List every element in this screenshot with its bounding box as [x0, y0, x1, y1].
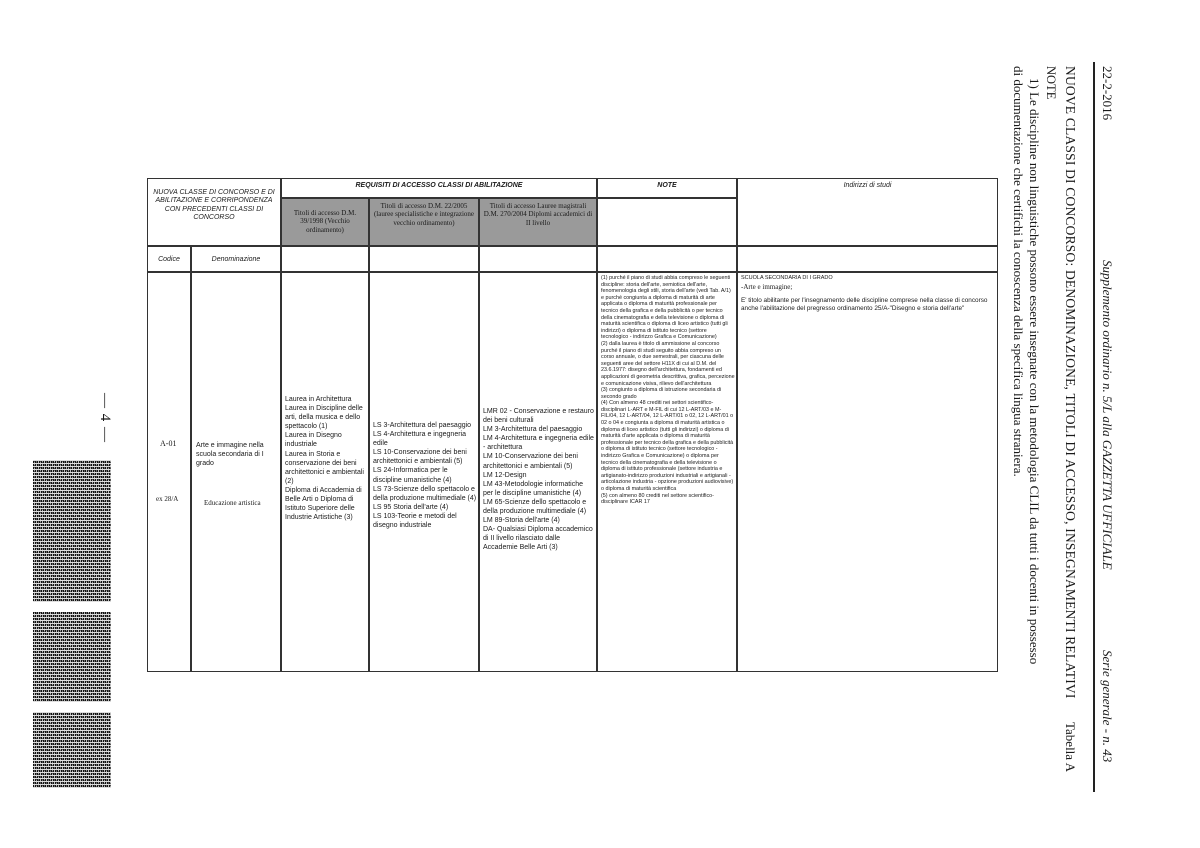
- class-name: Arte e immagine nella scuola secondaria di I grado: [196, 442, 264, 468]
- col-header-dm22: Titoli di accesso D.M. 22/2005 (lauree specialistiche e integrazione vecchio ordinamento): [369, 198, 479, 246]
- table-row: [147, 272, 191, 672]
- col-header-magistrali: Titoli di accesso Lauree magistrali D.M. 270/2004 Diplomi accademici di II livello: [479, 198, 597, 246]
- titoli-vecchio-text: Laurea in Architettura Laurea in Discipline delle arti, della musica e dello spettacolo (1) Laurea in Disegno industriale Laurea in Storia e conservazione dei beni architettonici e ambientali (2) Diploma di Accademia di Belle Arti o Diploma di Istituto Superiore delle Industrie Artistiche (3): [285, 396, 364, 522]
- note-line-2: di documentazione che certifichi la conoscenza della specifica lingua straniera.: [1011, 66, 1026, 477]
- note-text: (1) purché il piano di studi abbia compreso le seguenti discipline: storia dell'arte, semiotica dell'arte, fenomenologia degli stili, storia dell'arte (vedi Tab. A/1) e purché congiunta a diploma di maturità di arte applicata o diploma di maturità professionale per tecnico della grafica e della pubblicità o per tecnico della cinematografia e della televisione o diploma di maturità scientifica o diploma di liceo artistico (tutti gli indirizzi) o diploma di istituto tecnico (settore tecnologico - indirizzo Grafica e Comunicazione) (2) dalla laurea è titolo di ammissione al concorso purché il piano di studi seguito abbia compreso un corso annuale, o due semestrali, per ciascuna delle seguenti aree del settore H11X di cui al D.M. del 23.6.1977: disegno dell'architettura, fondamenti ed applicazioni di geometria descrittiva, grafica, percezione e comunicazione visiva, rilievo dell'architettura (3) congiunto a diploma di istruzione secondaria di secondo grado (4) Con almeno 48 crediti nei settori scientifico-disciplinari L-ART e M-FIL di cui 12 L-ART/03 e M-FIL/04, 12 L-ART/04, 12 L-ART/01 o 02, 12 L-ART/01 o 02 o 04 e congiunta a diploma di maturità artistica o diploma di liceo artistico (tutti gli indirizzi) o diploma di maturità d'arte applicata o diploma di maturità professionale per tecnico della grafica e della pubblicità o diploma di istituto tecnico (settore tecnologico - indirizzo Grafica e Comunicazione) o diploma per tecnico della cinematografia e della televisione o diploma di istituto professionale (settore industria e artigianato-indirizzo produzioni industriali e artigianali - articolazione industria - opzione produzioni audiovisive) o diploma di maturità scientifica (5) con almeno 80 crediti nel settore scientifico-disciplinare ICAR 17: [601, 275, 735, 506]
- denominazione-label: Denominazione: [191, 246, 281, 272]
- header-supplement: Supplemento ordinario n. 5/L alla GAZZETTA UFFICIALE: [1100, 260, 1115, 570]
- note-header-empty: [597, 198, 737, 246]
- old-class-code: ex 28/A: [156, 495, 179, 503]
- note-line-1: 1) Le discipline non linguistiche possono essere insegnate con la metodologia CLIL da tutti i docenti in possesso: [1027, 78, 1042, 665]
- indirizzi-subject: -Arte e immagine;: [741, 283, 793, 291]
- page-number: — 4 —: [97, 393, 113, 443]
- empty-cell: [369, 246, 479, 272]
- empty-cell: [597, 246, 737, 272]
- note-heading: NOTE: [1044, 66, 1058, 100]
- barcode-stamp: [33, 712, 111, 788]
- titoli-magistrali-text: LMR 02 - Conservazione e restauro dei beni culturali LM 3-Architettura del paesaggio LM 4-Architettura e ingegneria edile - architettura LM 10-Conservazione dei beni architettonici e ambientali (5) LM 12-Design LM 43-Metodologie informatiche per le discipline umanistiche (4) LM 65-Scienze dello spettacolo e della produzione multimediale (4) LM 89-Storia dell'arte (4) DA- Qualsiasi Diploma accademico di II livello rilasciato dalle Accademie Belle Arti (3): [483, 408, 594, 552]
- barcode-stamp: [33, 460, 111, 602]
- note-cell: [597, 272, 737, 672]
- codice-label: Codice: [147, 246, 191, 272]
- col-header-vecchio: Titoli di accesso D.M. 39/1998 (Vecchio ordinamento): [281, 198, 369, 246]
- header-series: Serie generale - n. 43: [1100, 650, 1115, 763]
- barcode-stamp: [33, 612, 111, 702]
- titoli-vecchio-cell: [281, 272, 369, 672]
- titoli-dm22-cell: [369, 272, 479, 672]
- denominazione-cell: [191, 272, 281, 672]
- requisiti-header: REQUISITI DI ACCESSO CLASSI DI ABILITAZIONE: [281, 178, 597, 198]
- empty-cell: [737, 246, 998, 272]
- empty-cell: [479, 246, 597, 272]
- indirizzi-text: E' titolo abilitante per l'insegnamento delle discipline comprese nella classe di concorso anche l'abilitazione del pregresso ordinamento 25/A-"Disegno e storia dell'arte": [741, 297, 988, 313]
- titoli-magistrali-cell: [479, 272, 597, 672]
- header-date: 22-2-2016: [1100, 66, 1115, 121]
- titoli-dm22-text: LS 3-Architettura del paesaggio LS 4-Architettura e ingegneria edile LS 10-Conservazione dei beni architettonici e ambientali (5) LS 24-Informatica per le discipline umanistiche (4) LS 73-Scienze dello spettacolo e della produzione multimediale (4) LS 95 Storia dell'arte (4) LS 103-Teorie e metodi del disegno industriale: [373, 422, 477, 530]
- class-code: A-01: [160, 439, 177, 448]
- table-label: Tabella A: [1063, 722, 1078, 772]
- table-group-header: NUOVA CLASSE DI CONCORSO E DI ABILITAZIONE E CORRIPONDENZA CON PRECEDENTI CLASSI DI CONCORSO: [147, 178, 281, 246]
- page-title: NUOVE CLASSI DI CONCORSO: DENOMINAZIONE, TITOLI DI ACCESSO, INSEGNAMENTI RELATIVI: [1063, 66, 1078, 699]
- indirizzi-cell: [737, 272, 998, 672]
- empty-cell: [281, 246, 369, 272]
- header-rule: [1093, 62, 1095, 792]
- indirizzi-heading: SCUOLA SECONDARIA DI I GRADO: [741, 275, 833, 281]
- indirizzi-header: Indirizzi di studi: [737, 178, 998, 246]
- note-column-header: NOTE: [597, 178, 737, 198]
- old-class-name: Educazione artistica: [204, 499, 261, 507]
